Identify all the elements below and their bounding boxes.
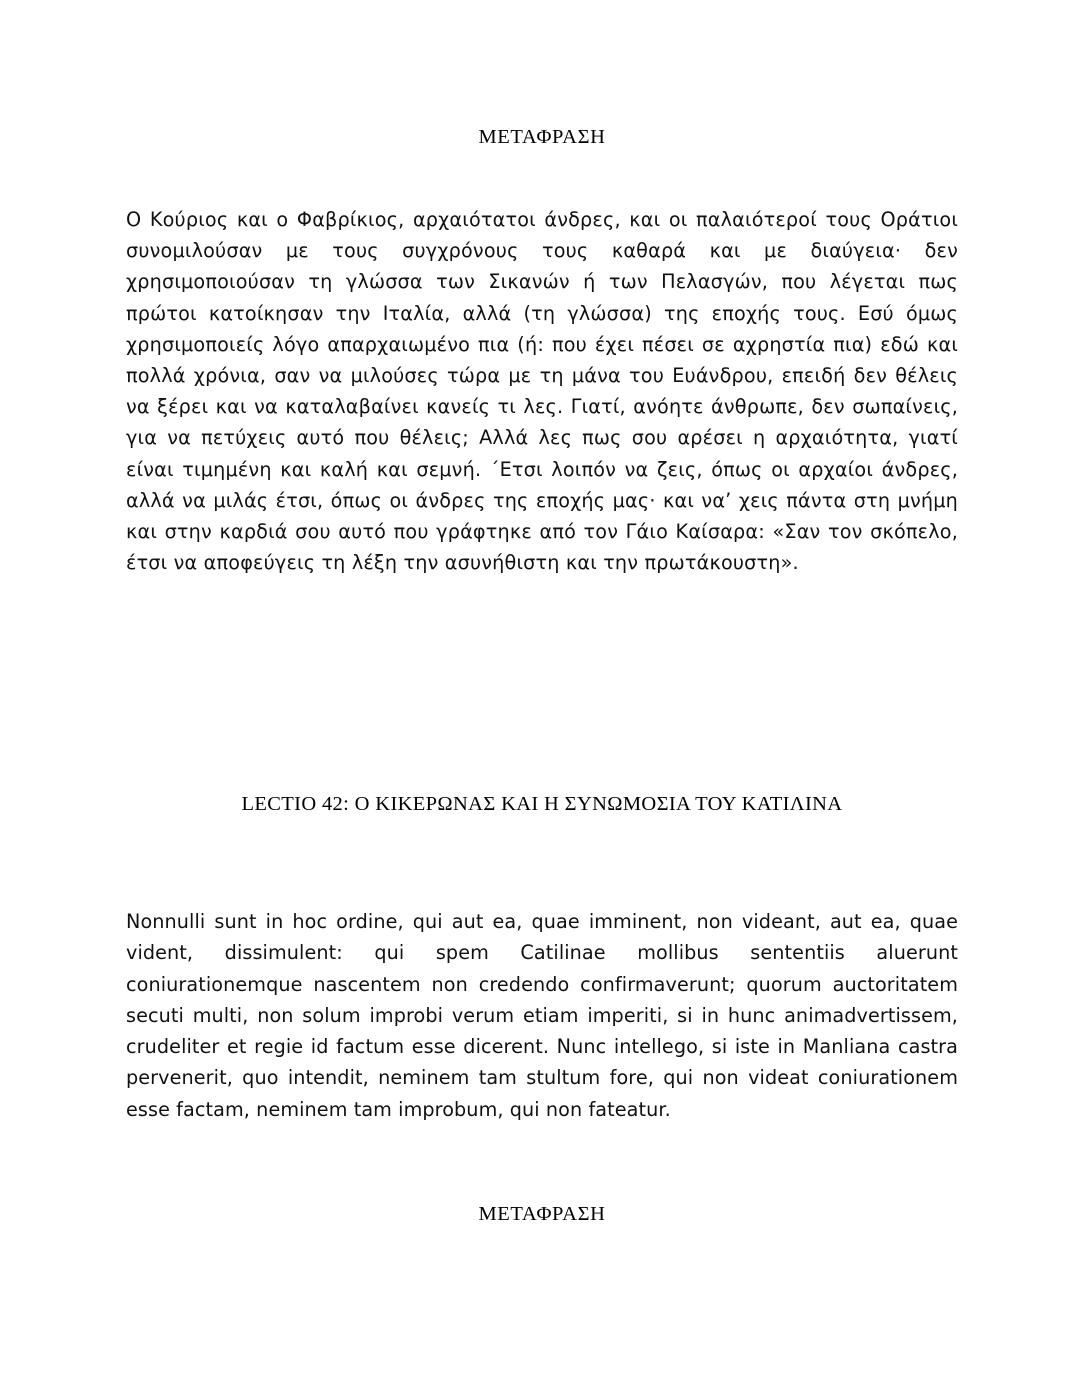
heading-metafrasi-top: ΜΕΤΑΦΡΑΣΗ <box>478 126 606 148</box>
paragraph-greek-translation: Ο Κούριος και ο Φαβρίκιος, αρχαιότατοι άνδρες, και οι παλαιότεροί τους Οράτιοι συνομιλούσαν με τους συγχρόνους τους καθαρά και με διαύγεια· δεν χρησιμοποιούσαν τη γλώσσα των Σικανών ή των Πελασγών, που λέγεται πως πρώτοι κατοίκησαν την Ιταλία, αλλά (τη γλώσσα) της εποχής τους. Εσύ όμως χρησιμοποιείς λόγο απαρχαιωμένο πια (ή: που έχει πέσει σε αχρηστία πια) εδώ και πολλά χρόνια, σαν να μιλούσες τώρα με τη μάνα του Ευάνδρου, επειδή δεν θέλεις να ξέρει και να καταλαβαίνει κανείς τι λες. Γιατί, ανόητε άνθρωπε, δεν σωπαίνεις, για να πετύχεις αυτό που θέλεις; Αλλά λες πως σου αρέσει η αρχαιότητα, γιατί είναι τιμημένη και καλή και σεμνή. ΄Ετσι λοιπόν να ζεις, όπως οι αρχαίοι άνδρες, αλλά να μιλάς έτσι, όπως οι άνδρες της εποχής μας· και να’ χεις πάντα στη μνήμη και στην καρδιά σου αυτό που γράφτηκε από τον Γάιο Καίσαρα: «Σαν τον σκόπελο, έτσι να αποφεύγεις τη λέξη την ασυνήθιστη και την πρωτάκουστη». <box>126 208 958 575</box>
heading-metafrasi-bottom: ΜΕΤΑΦΡΑΣΗ <box>478 1203 606 1225</box>
heading-lectio-42: LECTIO 42: Ο ΚΙΚΕΡΩΝΑΣ ΚΑΙ Η ΣΥΝΩΜΟΣΙΑ ΤΟΥ ΚΑΤΙΛΙΝΑ <box>241 793 843 815</box>
paragraph-latin-text: Nonnulli sunt in hoc ordine, qui aut ea, quae imminent, non videant, aut ea, quae vident, dissimulent: qui spem Catilinae mollibus sententiis aluerunt coniurationemque nascentem non credendo confirmaverunt; quorum auctoritatem secuti multi, non solum improbi verum etiam imperiti, si in hunc animadvertissem, crudeliter et regie id factum esse dicerent. Nunc intellego, si iste in Manliana castra pervenerit, quo intendit, neminem tam stultum fore, qui non videat coniurationem esse factam, neminem tam improbum, qui non fateatur. <box>126 910 958 1121</box>
